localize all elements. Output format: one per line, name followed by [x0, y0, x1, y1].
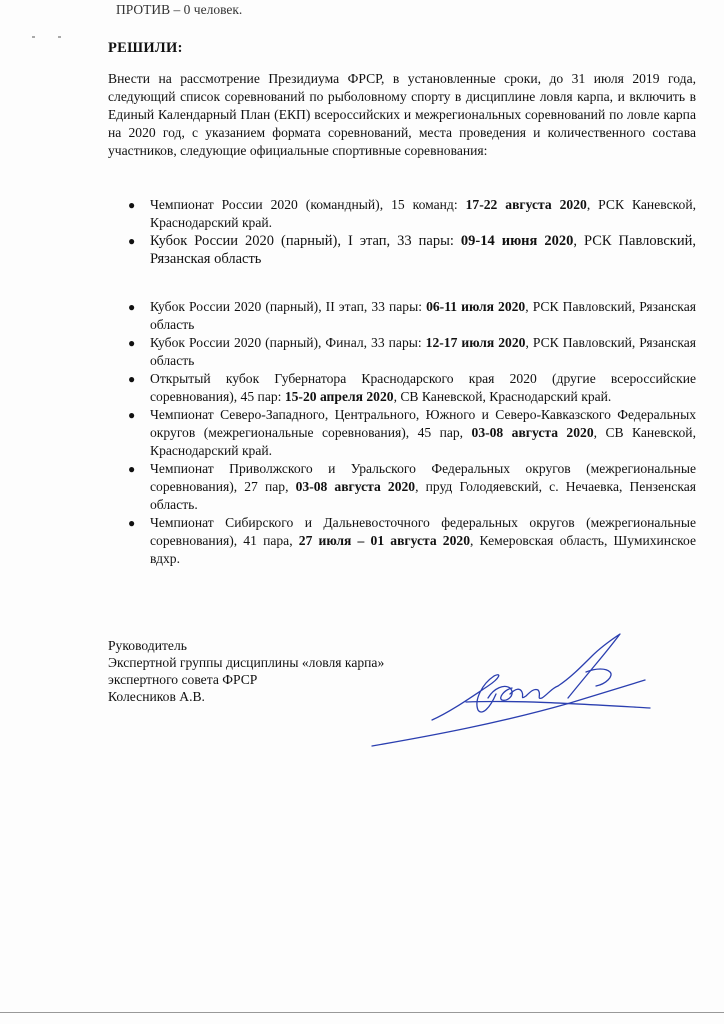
signatory-group: Экспертной группы дисциплины «ловля карпа»	[108, 655, 385, 670]
signatory-council: экспертного совета ФРСР	[108, 672, 258, 687]
handwritten-signature	[370, 628, 660, 753]
competition-list-b	[128, 298, 696, 568]
signatory-name: Колесников А.В.	[108, 689, 205, 704]
list-item: ● Чемпионат Приволжского и Уральского Федеральных округов (межрегиональные соревнования), 27 пар, 03-08 августа 2020, пруд Голодяевский, с. Нечаевка, Пензенская область.	[128, 461, 697, 512]
list-item: ● Кубок России 2020 (парный), I этап, 33 пары: 09-14 июня 2020, РСК Павловский, Рязанская область	[128, 233, 696, 267]
signatory-block	[108, 637, 384, 705]
bullet-icon: ●	[128, 234, 136, 248]
bullet-icon: ●	[128, 198, 136, 212]
scan-mark	[32, 36, 62, 38]
bullet-icon: ●	[128, 408, 136, 422]
bullet-icon: ●	[128, 372, 136, 386]
decision-intro: Внести на рассмотрение Президиума ФРСР, в установленные сроки, до 31 июля 2019 года, следующий список соревнований по рыболовному спорту в дисциплине ловля карпа, и включить в Единый Календарный План (ЕКП) всероссийских и межрегиональных соревнований по ловле карпа на 2020 год, с указанием формата соревнований, места проведения и количественного состава участников, следующие официальные спортивные соревнования:	[108, 71, 696, 158]
bullet-icon: ●	[128, 300, 136, 314]
competition-list-a	[128, 196, 696, 268]
list-item: ● Открытый кубок Губернатора Краснодарского края 2020 (другие всероссийские соревнования), 45 пар: 15-20 апреля 2020, СВ Каневской, Краснодарский край.	[128, 371, 696, 404]
against-vote-line: ПРОТИВ – 0 человек.	[116, 2, 243, 17]
list-item: ● Чемпионат Северо-Западного, Центрального, Южного и Северо-Кавказского Федеральных округов (межрегиональные соревнования), 45 пар, 03-08 августа 2020, СВ Каневской, Краснодарский край.	[128, 407, 696, 458]
list-item: ● Чемпионат Сибирского и Дальневосточного федеральных округов (межрегиональные соревнования), 41 пара, 27 июля – 01 августа 2020, Кемеровская область, Шумихинское вдхр.	[128, 515, 697, 566]
bullet-icon: ●	[128, 462, 136, 476]
list-item: ● Кубок России 2020 (парный), Финал, 33 пары: 12-17 июля 2020, РСК Павловский, Рязанская область	[128, 335, 696, 368]
bullet-icon: ●	[128, 336, 136, 350]
list-item: ● Чемпионат России 2020 (командный), 15 команд: 17-22 августа 2020, РСК Каневской, Краснодарский край.	[128, 197, 697, 230]
list-item: ● Кубок России 2020 (парный), II этап, 33 пары: 06-11 июля 2020, РСК Павловский, Рязанская область	[128, 299, 696, 332]
signatory-title: Руководитель	[108, 638, 187, 653]
bullet-icon: ●	[128, 516, 136, 530]
page-bottom-edge	[0, 1012, 724, 1013]
decision-heading: РЕШИЛИ:	[108, 40, 183, 56]
